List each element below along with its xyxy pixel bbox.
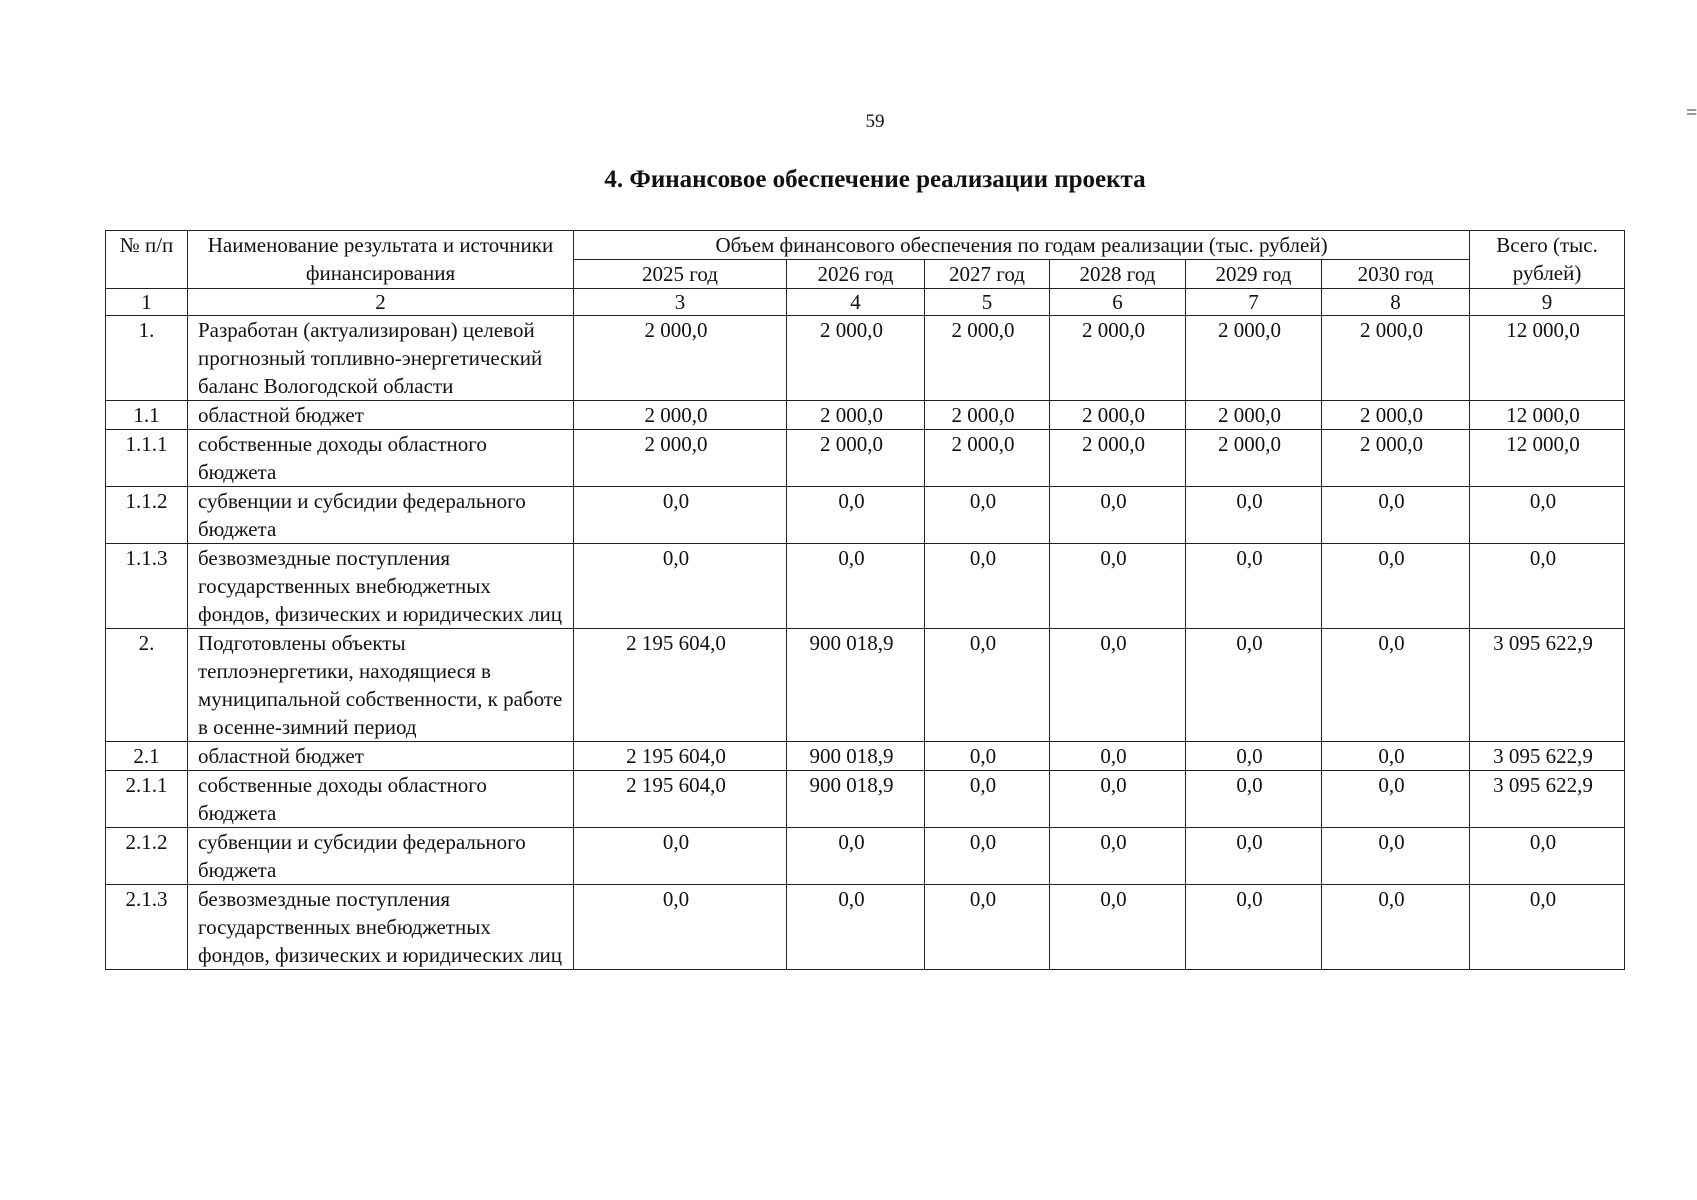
column-index: 1 xyxy=(106,289,188,316)
year-value: 0,0 xyxy=(1050,487,1186,544)
year-value: 0,0 xyxy=(1186,742,1322,771)
year-value: 2 000,0 xyxy=(925,401,1050,430)
year-value: 0,0 xyxy=(925,828,1050,885)
year-value: 2 195 604,0 xyxy=(574,771,787,828)
table-row xyxy=(106,629,1625,742)
column-index: 6 xyxy=(1050,289,1186,316)
row-number: 2.1 xyxy=(106,742,188,771)
year-value: 2 195 604,0 xyxy=(574,742,787,771)
year-value: 2 000,0 xyxy=(1186,401,1322,430)
row-number: 1.1.2 xyxy=(106,487,188,544)
row-total: 3 095 622,9 xyxy=(1470,771,1625,828)
year-value: 2 000,0 xyxy=(787,430,925,487)
row-number: 1.1.1 xyxy=(106,430,188,487)
row-total: 0,0 xyxy=(1470,828,1625,885)
row-name: субвенции и субсидии федерального бюджета xyxy=(188,487,574,544)
year-value: 0,0 xyxy=(787,487,925,544)
year-value: 0,0 xyxy=(787,828,925,885)
row-total: 0,0 xyxy=(1470,544,1625,629)
financing-table xyxy=(105,230,1625,970)
column-index: 5 xyxy=(925,289,1050,316)
margin-mark: = xyxy=(1686,106,1697,120)
year-value: 0,0 xyxy=(1186,771,1322,828)
table-row xyxy=(106,401,1625,430)
header-year-2030: 2030 год xyxy=(1322,260,1470,289)
year-value: 2 000,0 xyxy=(1322,401,1470,430)
row-total: 3 095 622,9 xyxy=(1470,629,1625,742)
row-number: 2.1.2 xyxy=(106,828,188,885)
column-index: 8 xyxy=(1322,289,1470,316)
row-name: областной бюджет xyxy=(188,401,574,430)
row-total: 12 000,0 xyxy=(1470,401,1625,430)
year-value: 0,0 xyxy=(1322,771,1470,828)
table-row xyxy=(106,885,1625,970)
year-value: 0,0 xyxy=(1050,629,1186,742)
row-name: Разработан (актуализирован) целевой прогнозный топливно-энергетический баланс Вологодской области xyxy=(188,316,574,401)
year-value: 2 000,0 xyxy=(1050,316,1186,401)
row-number: 2.1.3 xyxy=(106,885,188,970)
year-value: 0,0 xyxy=(925,629,1050,742)
table-row xyxy=(106,316,1625,401)
header-year-2028: 2028 год xyxy=(1050,260,1186,289)
row-total: 0,0 xyxy=(1470,885,1625,970)
row-name: субвенции и субсидии федерального бюджета xyxy=(188,828,574,885)
column-index-row xyxy=(106,289,1625,316)
header-num: № п/п xyxy=(106,231,188,289)
row-total: 0,0 xyxy=(1470,487,1625,544)
year-value: 2 000,0 xyxy=(574,430,787,487)
table-row xyxy=(106,828,1625,885)
year-value: 0,0 xyxy=(1322,487,1470,544)
year-value: 2 000,0 xyxy=(1186,316,1322,401)
year-value: 2 000,0 xyxy=(925,430,1050,487)
year-value: 900 018,9 xyxy=(787,742,925,771)
year-value: 0,0 xyxy=(1186,828,1322,885)
year-value: 900 018,9 xyxy=(787,771,925,828)
year-value: 0,0 xyxy=(925,885,1050,970)
column-index: 2 xyxy=(188,289,574,316)
year-value: 2 000,0 xyxy=(1050,430,1186,487)
year-value: 0,0 xyxy=(1186,629,1322,742)
header-year-2027: 2027 год xyxy=(925,260,1050,289)
row-name: безвозмездные поступления государственных внебюджетных фондов, физических и юридических лиц xyxy=(188,885,574,970)
table-row xyxy=(106,430,1625,487)
year-value: 0,0 xyxy=(574,544,787,629)
year-value: 0,0 xyxy=(574,885,787,970)
header-year-2026: 2026 год xyxy=(787,260,925,289)
table-row xyxy=(106,771,1625,828)
row-total: 3 095 622,9 xyxy=(1470,742,1625,771)
year-value: 2 000,0 xyxy=(574,401,787,430)
table-header xyxy=(106,231,1625,289)
year-value: 0,0 xyxy=(925,487,1050,544)
header-year-2029: 2029 год xyxy=(1186,260,1322,289)
row-name: безвозмездные поступления государственных внебюджетных фондов, физических и юридических лиц xyxy=(188,544,574,629)
year-value: 2 000,0 xyxy=(1322,316,1470,401)
row-number: 2. xyxy=(106,629,188,742)
column-index: 7 xyxy=(1186,289,1322,316)
page-title: 4. Финансовое обеспечение реализации проекта xyxy=(604,166,1146,193)
row-name: собственные доходы областного бюджета xyxy=(188,430,574,487)
row-name: собственные доходы областного бюджета xyxy=(188,771,574,828)
year-value: 0,0 xyxy=(1050,885,1186,970)
year-value: 0,0 xyxy=(1186,544,1322,629)
year-value: 0,0 xyxy=(1322,629,1470,742)
year-value: 0,0 xyxy=(1050,828,1186,885)
year-value: 0,0 xyxy=(1322,742,1470,771)
year-value: 0,0 xyxy=(1050,742,1186,771)
year-value: 0,0 xyxy=(1186,487,1322,544)
year-value: 0,0 xyxy=(1322,544,1470,629)
year-value: 0,0 xyxy=(1050,771,1186,828)
row-number: 1.1 xyxy=(106,401,188,430)
row-name: областной бюджет xyxy=(188,742,574,771)
table-row xyxy=(106,487,1625,544)
row-total: 12 000,0 xyxy=(1470,316,1625,401)
row-name: Подготовлены объекты теплоэнергетики, находящиеся в муниципальной собственности, к работе в осенне-зимний период xyxy=(188,629,574,742)
year-value: 2 000,0 xyxy=(787,316,925,401)
row-number: 1.1.3 xyxy=(106,544,188,629)
year-value: 0,0 xyxy=(574,487,787,544)
year-value: 2 000,0 xyxy=(1322,430,1470,487)
year-value: 2 000,0 xyxy=(925,316,1050,401)
column-index: 3 xyxy=(574,289,787,316)
year-value: 2 000,0 xyxy=(787,401,925,430)
year-value: 0,0 xyxy=(574,828,787,885)
year-value: 0,0 xyxy=(925,771,1050,828)
header-name: Наименование результата и источники финансирования xyxy=(188,231,574,289)
year-value: 2 195 604,0 xyxy=(574,629,787,742)
column-index: 4 xyxy=(787,289,925,316)
year-value: 0,0 xyxy=(787,544,925,629)
row-total: 12 000,0 xyxy=(1470,430,1625,487)
year-value: 0,0 xyxy=(787,885,925,970)
year-value: 0,0 xyxy=(1322,885,1470,970)
year-value: 0,0 xyxy=(1322,828,1470,885)
year-value: 2 000,0 xyxy=(1050,401,1186,430)
page-number: 59 xyxy=(865,111,885,132)
row-number: 2.1.1 xyxy=(106,771,188,828)
table-body xyxy=(106,289,1625,970)
table-row xyxy=(106,742,1625,771)
header-total: Всего (тыс. рублей) xyxy=(1470,231,1625,289)
header-year-2025: 2025 год xyxy=(574,260,787,289)
year-value: 0,0 xyxy=(1186,885,1322,970)
column-index: 9 xyxy=(1470,289,1625,316)
year-value: 0,0 xyxy=(925,544,1050,629)
table-row xyxy=(106,544,1625,629)
header-years-group: Объем финансового обеспечения по годам реализации (тыс. рублей) xyxy=(574,231,1470,260)
year-value: 2 000,0 xyxy=(574,316,787,401)
year-value: 0,0 xyxy=(1050,544,1186,629)
year-value: 0,0 xyxy=(925,742,1050,771)
year-value: 900 018,9 xyxy=(787,629,925,742)
row-number: 1. xyxy=(106,316,188,401)
year-value: 2 000,0 xyxy=(1186,430,1322,487)
